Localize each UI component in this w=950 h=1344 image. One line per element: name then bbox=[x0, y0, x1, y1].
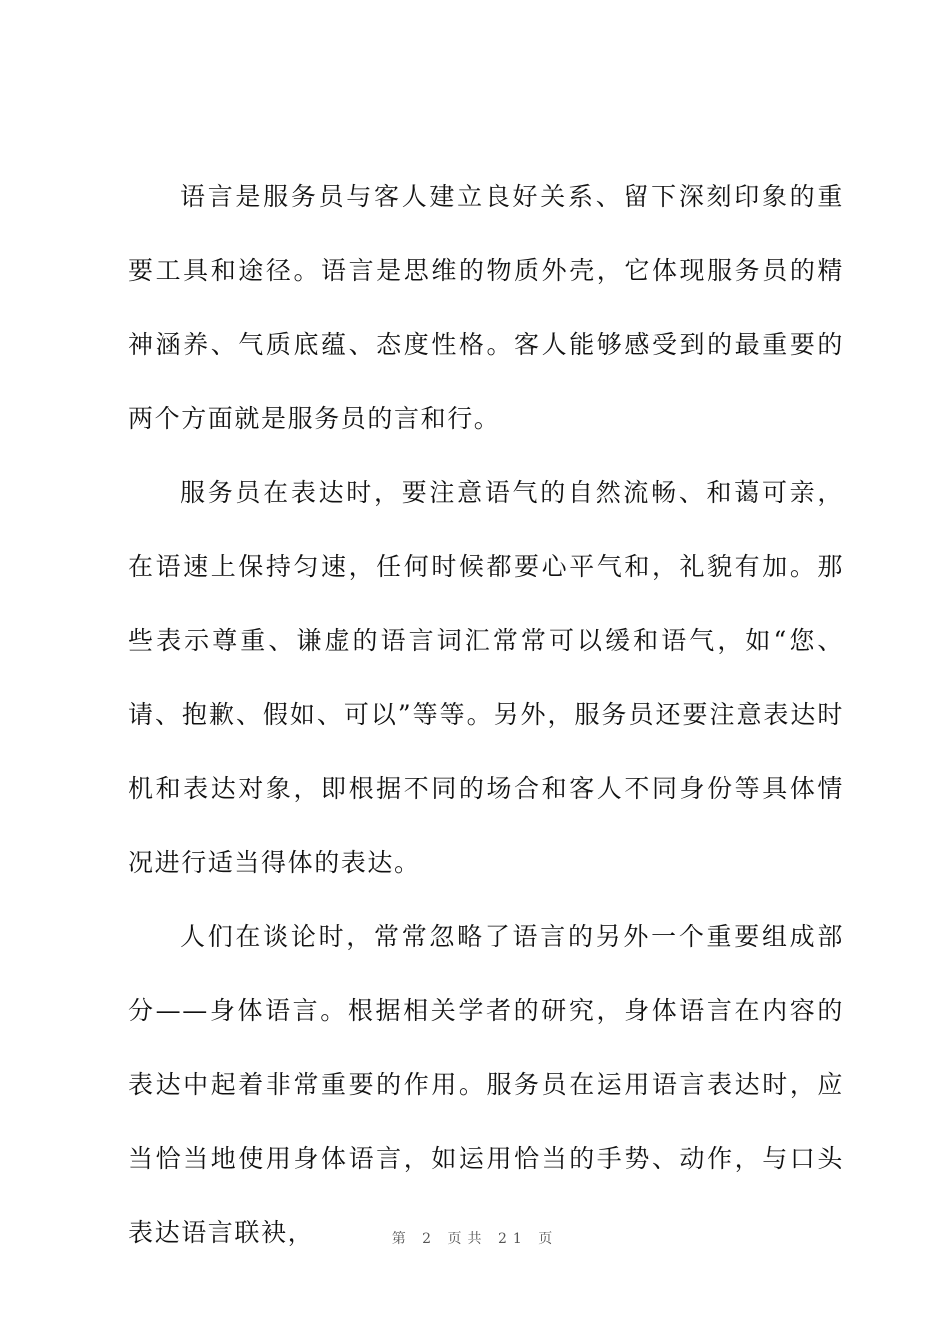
paragraph: 服务员在表达时，要注意语气的自然流畅、和蔼可亲，在语速上保持匀速，任何时候都要心平气和，礼貌有加。那些表示尊重、谦虚的语言词汇常常可以缓和语气，如“您、请、抱歉、假如、可以”等等。另外，服务员还要注意表达时机和表达对象，即根据不同的场合和客人不同身份等具体情况进行适当得体的表达。 bbox=[128, 478, 844, 877]
paragraph: 语言是服务员与客人建立良好关系、留下深刻印象的重要工具和途径。语言是思维的物质外壳，它体现服务员的精神涵养、气质底蕴、态度性格。客人能够感受到的最重要的两个方面就是服务员的言和行。 bbox=[128, 182, 844, 433]
paragraph: 人们在谈论时，常常忽略了语言的另外一个重要组成部分——身体语言。根据相关学者的研究，身体语言在内容的表达中起着非常重要的作用。服务员在运用语言表达时，应当恰当地使用身体语言，如运用恰当的手势、动作，与口头表达语言联袂， bbox=[128, 922, 844, 1247]
page-number-footer: 第 2 页共 21 页 bbox=[391, 1231, 559, 1247]
document-body bbox=[128, 160, 844, 1270]
